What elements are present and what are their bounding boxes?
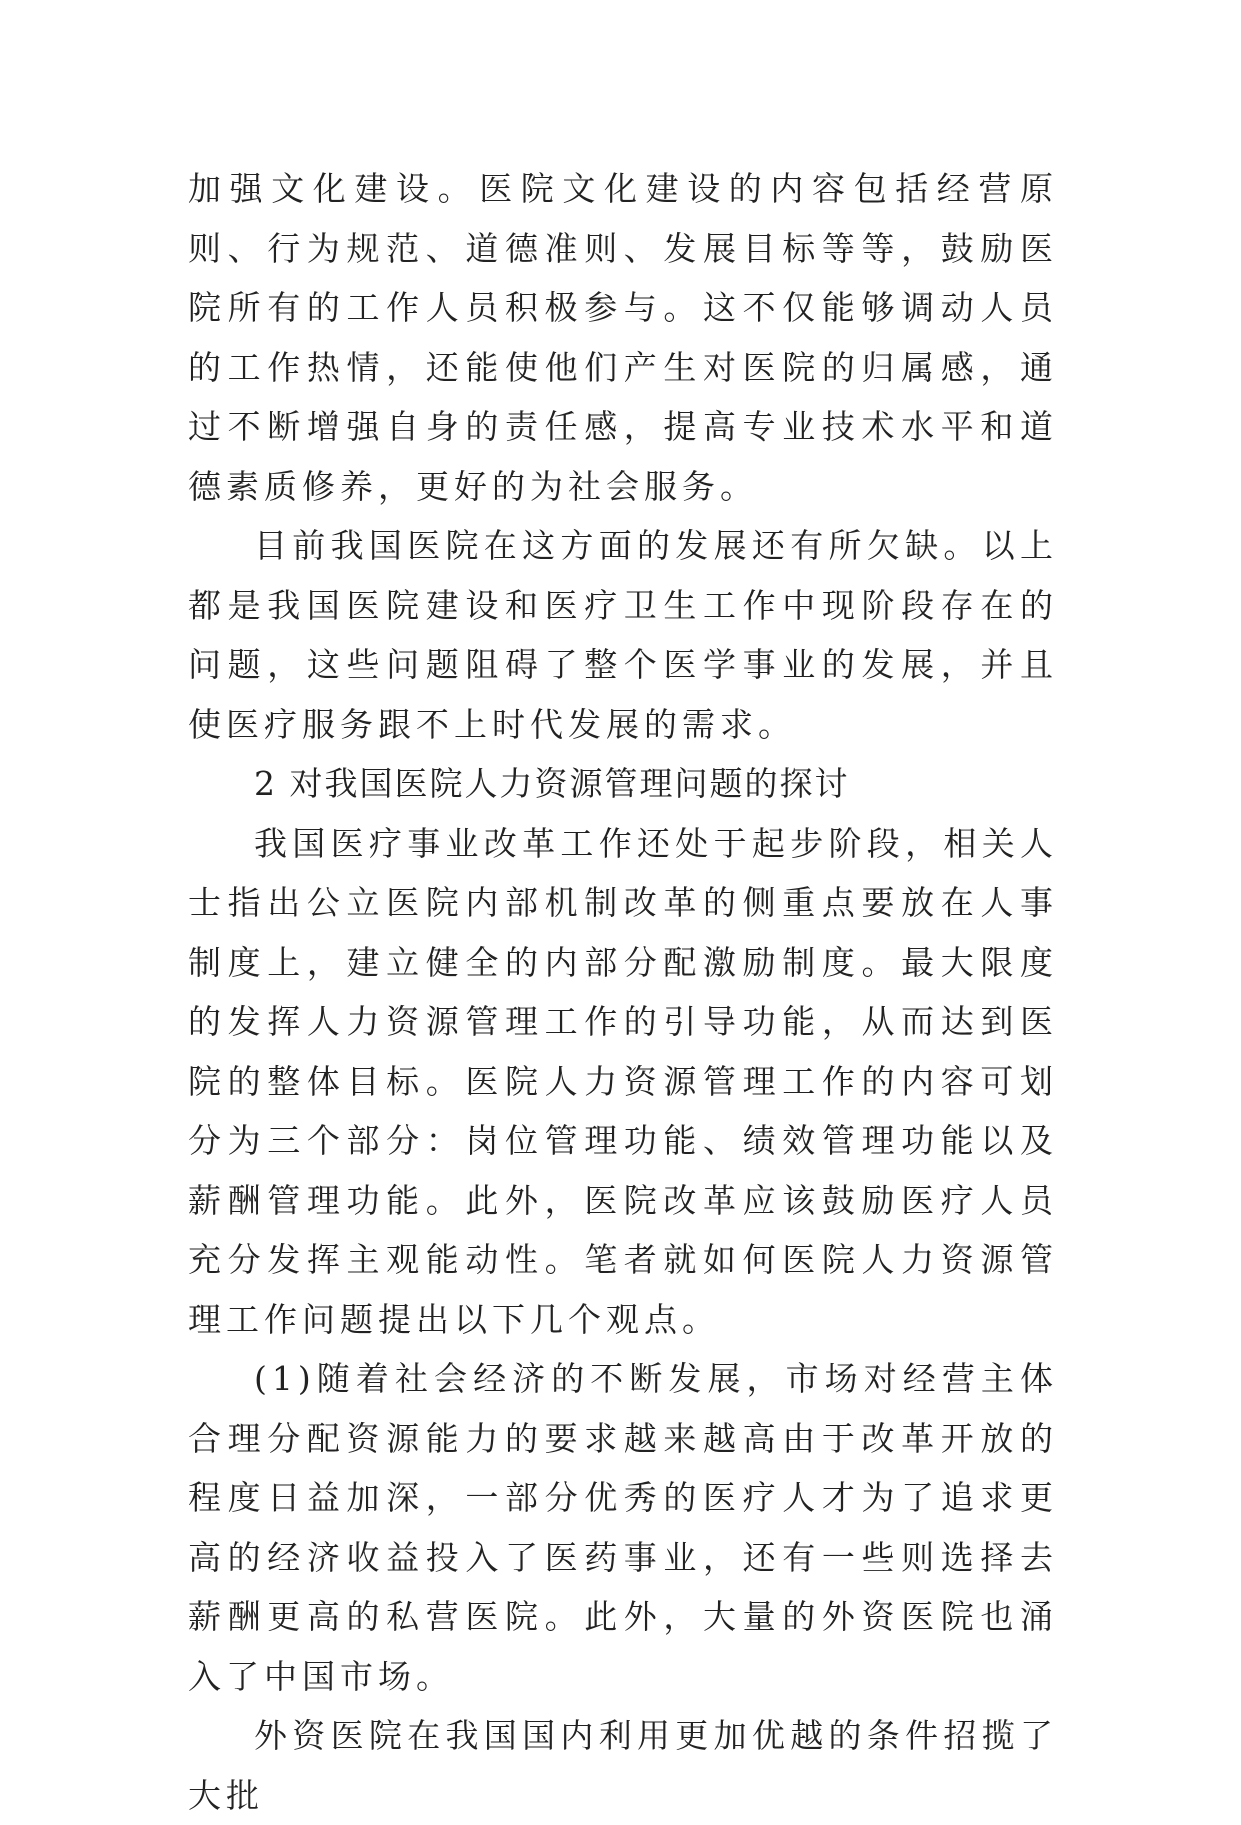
paragraph-reform-stage: 我国医疗事业改革工作还处于起步阶段，相关人士指出公立医院内部机制改革的侧重点要放在人事制度上，建立健全的内部分配激励制度。最大限度的发挥人力资源管理工作的引导功能，从而达到医院的整体目标。医院人力资源管理工作的内容可划分为三个部分：岗位管理功能、绩效管理功能以及薪酬管理功能。此外，医院改革应该鼓励医疗人员充分发挥主观能动性。笔者就如何医院人力资源管理工作问题提出以下几个观点。 — [188, 823, 1058, 1339]
paragraph-foreign-hospitals: 外资医院在我国国内利用更加优越的条件招揽了大批 — [188, 1716, 1058, 1815]
paragraph-current-shortcomings: 目前我国医院在这方面的发展还有所欠缺。以上都是我国医院建设和医疗卫生工作中现阶段存在的问题，这些问题阻碍了整个医学事业的发展，并且使医疗服务跟不上时代发展的需求。 — [188, 526, 1058, 744]
paragraph-point-1: (1)随着社会经济的不断发展，市场对经营主体合理分配资源能力的要求越来越高由于改革开放的程度日益加深，一部分优秀的医疗人才为了追求更高的经济收益投入了医药事业，还有一些则选择去薪酬更高的私营医院。此外，大量的外资医院也涌入了中国市场。 — [188, 1359, 1058, 1696]
section-heading: 2 对我国医院人力资源管理问题的探讨 — [254, 764, 850, 803]
paragraph-culture-building: 加强文化建设。医院文化建设的内容包括经营原则、行为规范、道德准则、发展目标等等，鼓励医院所有的工作人员积极参与。这不仅能够调动人员的工作热情，还能使他们产生对医院的归属感，通过不断增强自身的责任感，提高专业技术水平和道德素质修养，更好的为社会服务。 — [188, 169, 1058, 506]
document-body — [188, 159, 1058, 1825]
